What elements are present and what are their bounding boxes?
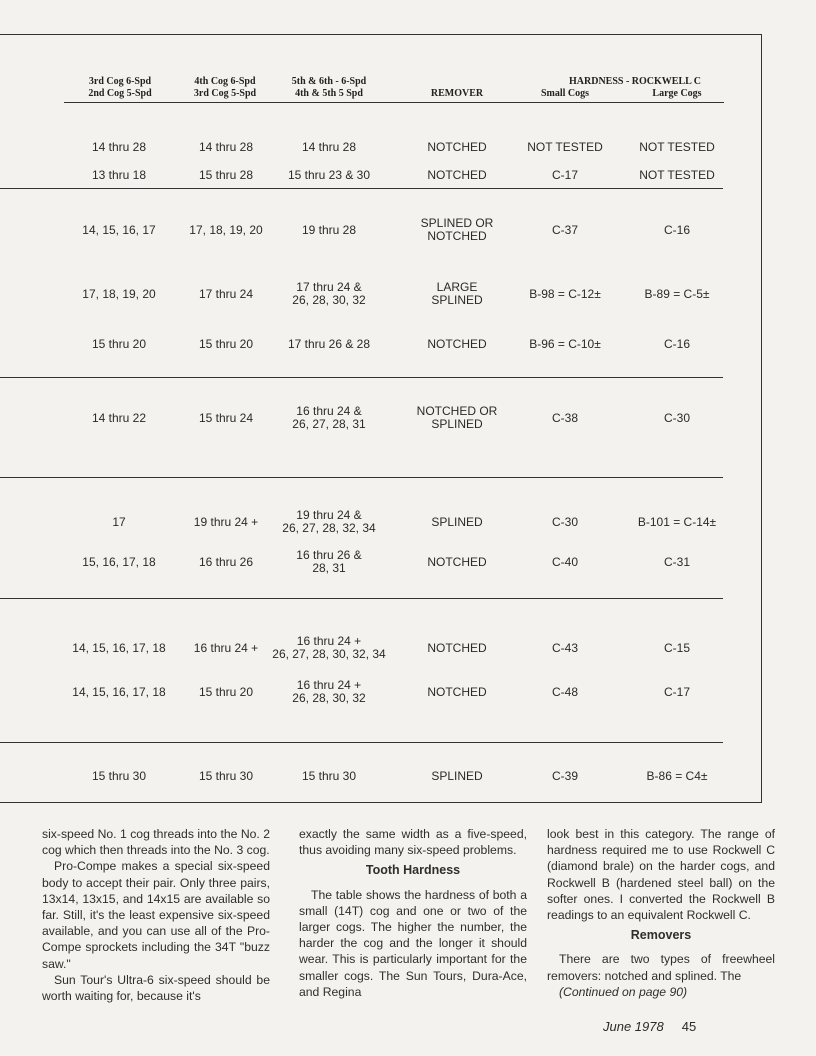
large-cogs-cell: C-15 xyxy=(663,641,690,655)
paragraph: exactly the same width as a five-speed, thus avoiding many six-speed problems. xyxy=(299,827,527,858)
col2-cell: 17 thru 24 xyxy=(198,287,254,301)
large-cogs-cell: NOT TESTED xyxy=(639,168,715,182)
large-cogs-cell: C-17 xyxy=(663,685,690,699)
col1-cell: 15, 16, 17, 18 xyxy=(82,555,156,569)
col1-cell: 14, 15, 16, 17, 18 xyxy=(72,641,166,655)
col2-cell: 16 thru 24 + xyxy=(193,641,259,655)
col3-cell: 19 thru 24 & 26, 27, 28, 32, 34 xyxy=(282,508,376,535)
header-hardness-title: HARDNESS - ROCKWELL C xyxy=(569,76,701,87)
remover-cell: NOTCHED xyxy=(427,685,487,699)
remover-cell: NOTCHED OR SPLINED xyxy=(416,404,498,431)
col1-cell: 15 thru 30 xyxy=(91,769,147,783)
col1-cell: 14 thru 22 xyxy=(91,411,147,425)
paragraph: six-speed No. 1 cog threads into the No. 2 cog which then threads into the No. 3 cog. xyxy=(42,827,270,858)
small-cogs-cell: B-98 = C-12± xyxy=(529,287,601,301)
header-small-cogs: Small Cogs xyxy=(540,88,590,99)
group-rule xyxy=(0,188,723,189)
large-cogs-cell: B-101 = C-14± xyxy=(637,515,717,529)
page-number: 45 xyxy=(681,1019,697,1034)
col2-cell: 15 thru 20 xyxy=(198,685,254,699)
header-col2: 4th Cog 6-Spd 3rd Cog 5-Spd xyxy=(193,76,257,99)
header-large-cogs: Large Cogs xyxy=(652,88,702,99)
article-column-1 xyxy=(42,826,270,1004)
col2-cell: 15 thru 24 xyxy=(198,411,254,425)
col3-cell: 16 thru 24 & 26, 27, 28, 31 xyxy=(292,404,366,431)
col2-cell: 16 thru 26 xyxy=(198,555,254,569)
paragraph: The table shows the hardness of both a small (14T) cog and one or two of the larger cogs. The higher the number, the harder the cog and the longer it should wear. This is particularly important for the smaller cogs. The Sun Tours, Dura-Ace, and Regina xyxy=(299,887,527,999)
group-rule xyxy=(0,377,723,378)
remover-cell: NOTCHED xyxy=(427,168,487,182)
col3-cell: 17 thru 26 & 28 xyxy=(287,337,371,351)
table-bottom-rule xyxy=(0,802,762,803)
col2-cell: 15 thru 30 xyxy=(198,769,254,783)
col3-cell: 15 thru 30 xyxy=(301,769,357,783)
col3-cell: 15 thru 23 & 30 xyxy=(287,168,371,182)
large-cogs-cell: C-16 xyxy=(663,223,690,237)
col3-cell: 17 thru 24 & 26, 28, 30, 32 xyxy=(292,280,366,307)
col3-cell: 16 thru 24 + 26, 27, 28, 30, 32, 34 xyxy=(272,634,386,661)
section-heading: Removers xyxy=(630,928,692,943)
small-cogs-cell: C-38 xyxy=(551,411,578,425)
small-cogs-cell: C-40 xyxy=(551,555,578,569)
remover-cell: SPLINED OR NOTCHED xyxy=(420,216,494,243)
group-rule xyxy=(0,598,723,599)
small-cogs-cell: C-17 xyxy=(551,168,578,182)
table-top-rule xyxy=(0,34,762,35)
small-cogs-cell: B-96 = C-10± xyxy=(529,337,601,351)
col3-cell: 14 thru 28 xyxy=(301,140,357,154)
group-rule xyxy=(0,477,723,478)
large-cogs-cell: C-30 xyxy=(663,411,690,425)
remover-cell: LARGE SPLINED xyxy=(431,280,483,307)
remover-cell: SPLINED xyxy=(431,515,483,529)
col3-cell: 19 thru 28 xyxy=(301,223,357,237)
paragraph: look best in this category. The range of hardness required me to use Rockwell C (diamond brale) on the harder cogs, and Rockwell B (hardened steel ball) on the softer ones. I converted the Rockwell B readings to an equivalent Rockwell C. xyxy=(547,827,775,923)
article-column-3 xyxy=(547,826,775,1000)
issue-date: June 1978 xyxy=(603,1019,664,1034)
paragraph: Sun Tour's Ultra-6 six-speed should be worth waiting for, because it's xyxy=(42,972,270,1004)
page-footer xyxy=(603,1019,696,1034)
remover-cell: SPLINED xyxy=(431,769,483,783)
header-col3: 5th & 6th - 6-Spd 4th & 5th 5 Spd xyxy=(291,76,367,99)
remover-cell: NOTCHED xyxy=(427,641,487,655)
small-cogs-cell: C-37 xyxy=(551,223,578,237)
col2-cell: 15 thru 28 xyxy=(198,168,254,182)
col1-cell: 14 thru 28 xyxy=(91,140,147,154)
section-heading: Tooth Hardness xyxy=(365,863,461,878)
remover-cell: NOTCHED xyxy=(427,140,487,154)
paragraph: Pro-Compe makes a special six-speed body to accept their pair. Only three pairs, 13x14, 13x15, and 14x15 are available so far. Still, it's the least expensive six-speed available, and you can use all of the Pro-Compe sprockets including the 34T "buzz saw." xyxy=(42,859,270,971)
col1-cell: 17, 18, 19, 20 xyxy=(82,287,156,301)
large-cogs-cell: B-89 = C-5± xyxy=(644,287,710,301)
large-cogs-cell: C-16 xyxy=(663,337,690,351)
header-col1: 3rd Cog 6-Spd 2nd Cog 5-Spd xyxy=(88,76,152,99)
col1-cell: 15 thru 20 xyxy=(91,337,147,351)
col1-cell: 17 xyxy=(112,515,126,529)
col2-cell: 15 thru 20 xyxy=(198,337,254,351)
col1-cell: 14, 15, 16, 17, 18 xyxy=(72,685,166,699)
col2-cell: 19 thru 24 + xyxy=(193,515,259,529)
header-remover: REMOVER xyxy=(430,88,484,99)
paragraph: There are two types of freewheel removers: notched and splined. The xyxy=(547,952,775,983)
small-cogs-cell: C-30 xyxy=(551,515,578,529)
small-cogs-cell: C-39 xyxy=(551,769,578,783)
col2-cell: 17, 18, 19, 20 xyxy=(189,223,263,237)
continued-note: (Continued on page 90) xyxy=(559,984,688,999)
small-cogs-cell: C-48 xyxy=(551,685,578,699)
table-right-rule xyxy=(761,34,762,802)
small-cogs-cell: NOT TESTED xyxy=(527,140,603,154)
remover-cell: NOTCHED xyxy=(427,337,487,351)
small-cogs-cell: C-43 xyxy=(551,641,578,655)
col1-cell: 14, 15, 16, 17 xyxy=(82,223,156,237)
large-cogs-cell: NOT TESTED xyxy=(639,140,715,154)
article-column-2 xyxy=(299,826,527,1000)
large-cogs-cell: C-31 xyxy=(663,555,690,569)
remover-cell: NOTCHED xyxy=(427,555,487,569)
col1-cell: 13 thru 18 xyxy=(91,168,147,182)
col2-cell: 14 thru 28 xyxy=(198,140,254,154)
header-underline xyxy=(64,102,724,103)
group-rule xyxy=(0,742,723,743)
col3-cell: 16 thru 24 + 26, 28, 30, 32 xyxy=(292,678,366,705)
col3-cell: 16 thru 26 & 28, 31 xyxy=(296,548,362,575)
large-cogs-cell: B-86 = C4± xyxy=(646,769,708,783)
